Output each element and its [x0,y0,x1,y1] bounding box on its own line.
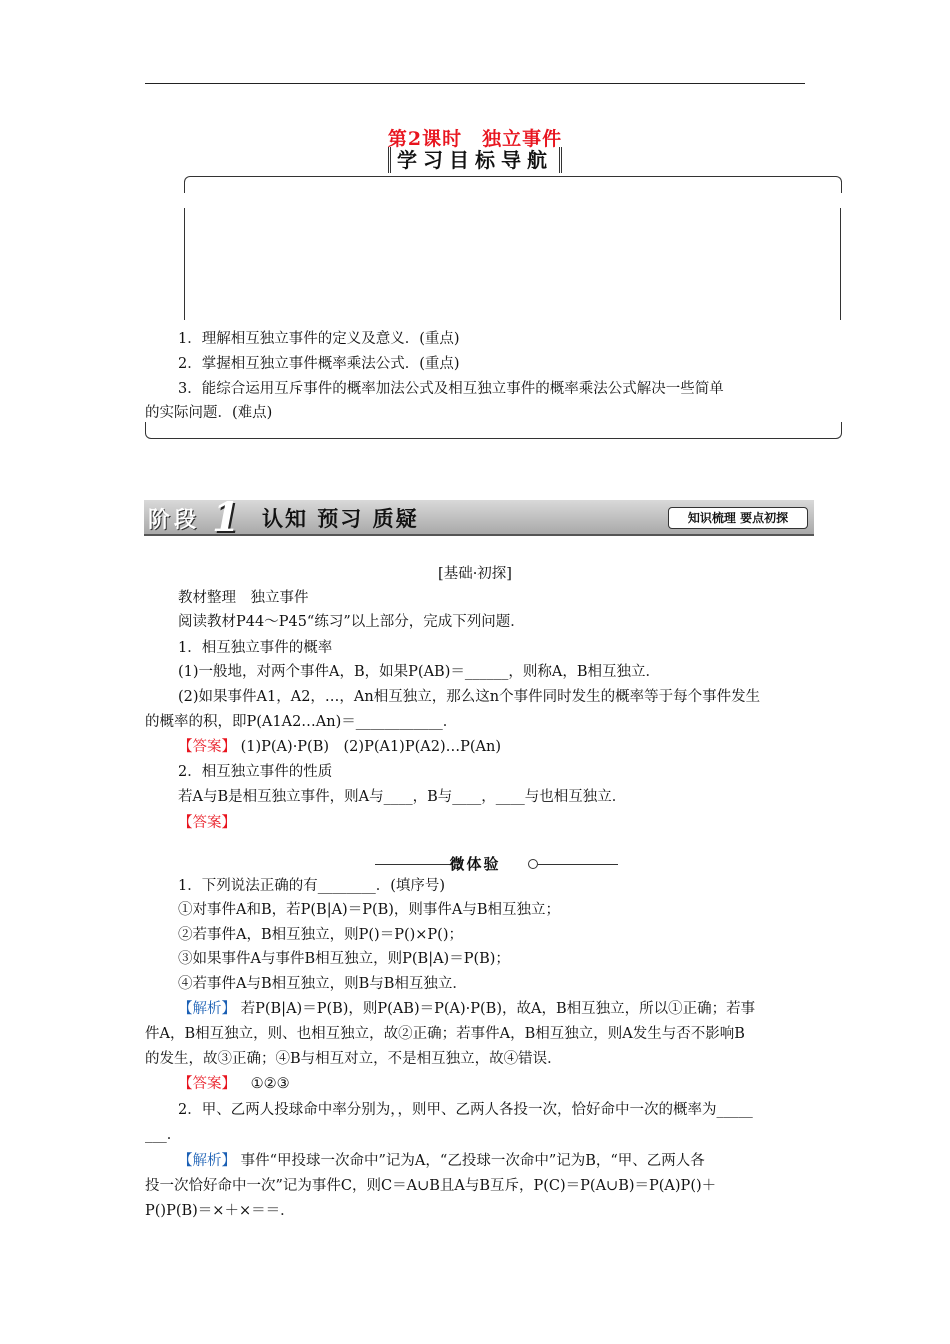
q1-analysis-row [178,998,755,1020]
stage-title: 认知 预习 质疑 [262,507,419,531]
q1-answer-label: 【答案】 [178,1076,236,1092]
stage-tag: 知识梳理 要点初探 [668,507,808,529]
goal-1: 1．理解相互独立事件的定义及意义．(重点) [178,331,460,347]
q1-option-4: ④若事件A与B相互独立，则B与B相互独立． [178,976,467,992]
goals-box-left [184,208,185,320]
q2-analysis-label: 【解析】 [178,1153,236,1169]
section-tag: [基础·初探] [438,566,512,582]
mini-divider-right [538,864,618,865]
stage-label: 阶段 [148,508,201,533]
item1-part-b-cont: 的概率的积，即P(A1A2…An)＝____________． [145,714,458,730]
q1-answer-text: ①②③ [250,1076,290,1092]
answer-1-row [178,736,501,758]
mini-experience-title: 微体验 [449,855,501,873]
item2-text: 若A与B是相互独立事件，则A与____，B与____，____与也相互独立． [178,789,627,805]
item1-part-a: (1)一般地，对两个事件A，B，如果P(AB)＝______，则称A，B相互独立． [178,664,660,680]
goal-3-cont: 的实际问题．(难点) [145,405,273,421]
goal-3: 3．能综合运用互斥事件的概率加法公式及相互独立事件的概率乘法公式解决一些简单 [178,381,724,397]
q2-stem: 2．甲、乙两人投球命中率分别为，，则甲、乙两人各投一次，恰好命中一次的概率为_____ [178,1102,753,1118]
item1-title: 1．相互独立事件的概率 [178,640,333,656]
answer-2-label: 【答案】 [178,815,236,831]
item2-title: 2．相互独立事件的性质 [178,764,333,780]
q1-stem: 1．下列说法正确的有________．(填序号) [178,878,446,894]
item1-part-b: (2)如果事件A1，A2，…，An相互独立，那么这n个事件同时发生的概率等于每个事件发生 [178,689,761,705]
lesson-title: 第2课时 独立事件 [387,128,563,150]
goals-box-bottom [145,422,842,439]
reading-instruction: 阅读教材P44～P45“练习”以上部分，完成下列问题． [178,614,525,630]
nav-banner-label: 学习目标导航 [388,147,562,173]
q2-stem-cont: ___． [145,1127,182,1143]
q1-analysis-1: 若P(B|A)＝P(B)，则P(AB)＝P(A)·P(B)，故A，B相互独立，所以①正确；若事 [240,1001,756,1017]
header-rule [145,83,805,84]
answer-1-text: (1)P(A)·P(B) (2)P(A1)P(A2)…P(An) [240,739,501,755]
nav-banner [0,147,950,173]
q1-analysis-2: 件A，B相互独立，则、也相互独立，故②正确；若事件A，B相互独立，则A发生与否不影响B [145,1026,745,1042]
q1-answer-row [178,1073,290,1095]
mini-divider-dot-right [528,859,538,869]
q2-analysis-3: P()P(B)＝×＋×＝＝． [145,1203,295,1219]
q2-analysis-row [178,1150,705,1172]
stage-number: 1 [212,494,240,541]
analysis-label: 【解析】 [178,1001,236,1017]
goal-2: 2．掌握相互独立事件概率乘法公式．(重点) [178,356,460,372]
q1-option-3: ③如果事件A与事件B相互独立，则P(B|A)＝P(B)； [178,951,510,967]
q1-option-2: ②若事件A，B相互独立，则P()＝P()×P()； [178,927,463,943]
goals-box-top [184,176,842,193]
q2-analysis-2: 投一次恰好命中一次”记为事件C，则C＝A∪B且A与B互斥，P(C)＝P(A∪B)＝P(A)P()＋ [145,1178,717,1194]
q1-option-1: ①对事件A和B，若P(B|A)＝P(B)，则事件A与B相互独立； [178,902,561,918]
q2-analysis-1: 事件“甲投球一次命中”记为A，“乙投球一次命中”记为B，“甲、乙两人各 [240,1153,705,1169]
material-heading: 教材整理 独立事件 [178,590,309,606]
goals-box-right [840,208,841,320]
answer-label: 【答案】 [178,739,236,755]
q1-analysis-3: 的发生，故③正确；④B与相互对立，不是相互独立，故④错误． [145,1051,562,1067]
